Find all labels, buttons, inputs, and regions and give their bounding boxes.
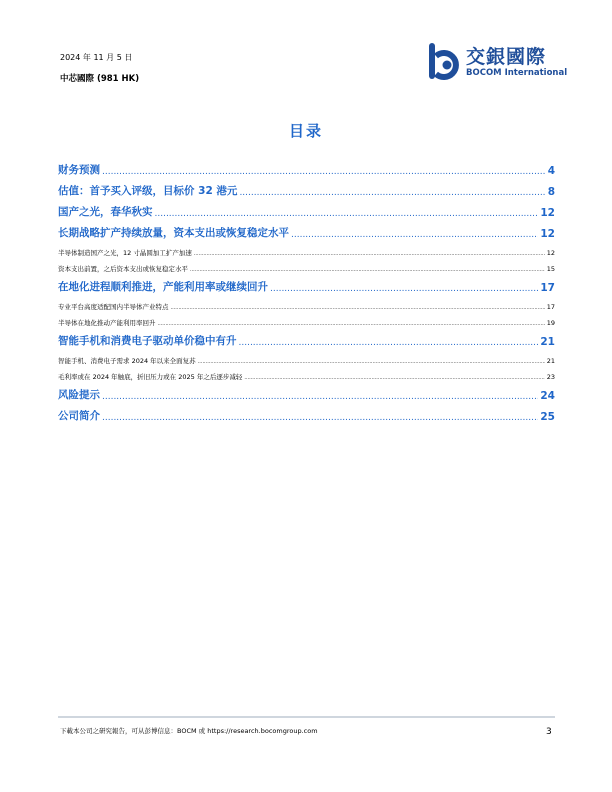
toc-entry-label: 半导体在地化推动产能利用率回升 [58, 319, 156, 327]
toc-entry-label: 在地化进程顺利推进，产能利用率或继续回升 [58, 281, 268, 293]
toc-leader-dots [239, 188, 545, 198]
toc-leader-dots [239, 338, 539, 348]
toc-leader-dots [102, 413, 538, 423]
bocom-logo-mark-icon [428, 42, 464, 80]
toc-entry-label: 风险提示 [58, 389, 100, 401]
toc-section-entry[interactable] [58, 156, 555, 177]
toc-entry-label: 专业平台高度适配国内半导体产业特点 [58, 302, 169, 311]
footer-divider [58, 716, 555, 718]
toc-leader-dots [155, 209, 539, 219]
toc-entry-label: 半导体制造国产之光，12 寸晶圆加工扩产加速 [58, 248, 192, 257]
toc-leader-dots [270, 284, 538, 294]
toc-entry-page: 24 [540, 390, 555, 402]
toc-leader-dots [194, 251, 545, 257]
toc-title: 目录 [288, 122, 323, 140]
toc-entry-page: 12 [540, 207, 555, 219]
toc-section-entry[interactable] [58, 177, 555, 198]
logo-chinese-text: 交銀國際 [466, 46, 547, 68]
toc-entry-page: 4 [547, 165, 555, 177]
toc-leader-dots [198, 359, 545, 365]
toc-entry-label: 公司简介 [58, 410, 100, 422]
footer-note: 下載本公司之研究報告，可从彭博信息：BOCM 或 https://research.bocomgroup.com [60, 727, 318, 735]
toc-leader-dots [190, 267, 545, 273]
logo-english-text: BOCOM International [466, 68, 568, 78]
toc-entry-label: 毛利率或在 2024 年触底，折旧压力或在 2025 年之后逐步减轻 [58, 373, 243, 381]
toc-entry-label: 国产之光，春华秋实 [58, 206, 153, 218]
toc-leader-dots [171, 305, 545, 311]
toc-section-entry[interactable] [58, 198, 555, 219]
toc-entry-page: 23 [546, 373, 555, 381]
toc-entry-label: 长期战略扩产持续放量，资本支出或恢复稳定水平 [58, 227, 289, 239]
toc-entry-page: 21 [546, 356, 555, 365]
toc-entry-label: 资本支出前置，之后资本支出或恢复稳定水平 [58, 265, 188, 273]
toc-subsection-entry[interactable] [58, 257, 555, 274]
toc-entry-page: 8 [547, 186, 555, 198]
toc-subsection-entry[interactable] [58, 294, 555, 311]
company-name: 中芯國際 (981 HK) [60, 74, 140, 84]
toc-entry-page: 12 [546, 248, 555, 257]
toc-subsection-entry[interactable] [58, 365, 555, 382]
toc-entry-page: 15 [546, 265, 555, 273]
toc-entry-label: 智能手机、消费电子需求 2024 年以来全面复苏 [58, 356, 196, 365]
toc-entry-label: 智能手机和消费电子驱动单价稳中有升 [58, 335, 237, 347]
toc-entry-page: 25 [540, 411, 555, 423]
toc-entry-page: 17 [540, 282, 555, 294]
toc-subsection-entry[interactable] [58, 311, 555, 328]
toc-leader-dots [102, 392, 538, 402]
toc-entry-page: 12 [540, 228, 555, 240]
toc-section-entry[interactable] [58, 327, 555, 348]
toc-section-entry[interactable] [58, 273, 555, 294]
toc-leader-dots [291, 230, 538, 240]
toc-leader-dots [244, 375, 544, 381]
page-number: 3 [546, 727, 552, 737]
toc-entry-label: 财务预测 [58, 164, 100, 176]
bocom-logo [428, 42, 568, 82]
toc-leader-dots [102, 167, 546, 177]
toc-section-entry[interactable] [58, 219, 555, 240]
toc-entry-page: 19 [546, 319, 555, 327]
toc-subsection-entry[interactable] [58, 240, 555, 257]
table-of-contents [58, 156, 555, 423]
report-date: 2024 年 11 月 5 日 [60, 53, 133, 62]
toc-entry-label: 估值：首予买入评级，目标价 32 港元 [58, 185, 238, 197]
toc-leader-dots [158, 321, 545, 327]
toc-section-entry[interactable] [58, 402, 555, 423]
toc-section-entry[interactable] [58, 381, 555, 402]
toc-entry-page: 21 [540, 336, 555, 348]
toc-subsection-entry[interactable] [58, 348, 555, 365]
toc-entry-page: 17 [546, 302, 555, 311]
